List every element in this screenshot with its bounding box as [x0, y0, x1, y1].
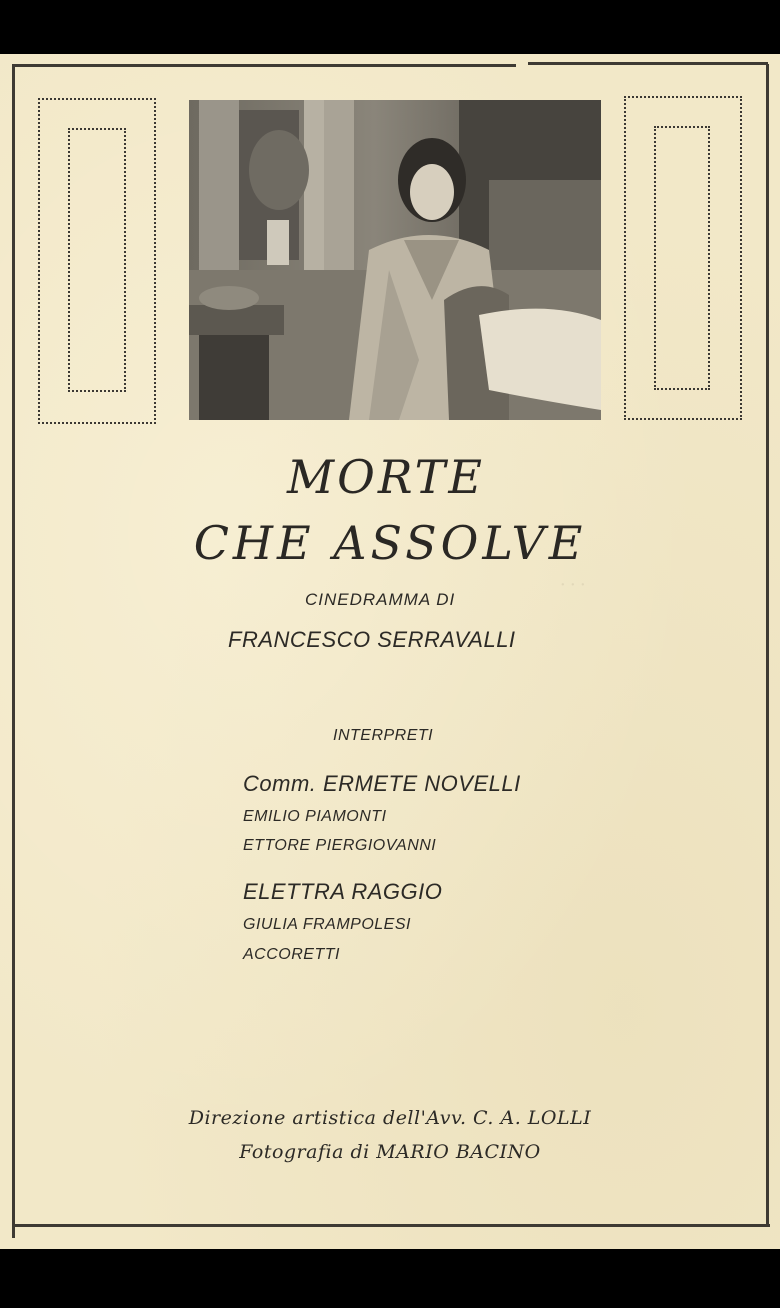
cast-member: EMILIO PIAMONTI	[243, 808, 387, 825]
frame-top-rule-right	[528, 62, 768, 65]
cast-member: ELETTRA RAGGIO	[243, 879, 443, 904]
film-title-line-1: MORTE	[287, 450, 485, 504]
frame-right-rule	[766, 64, 769, 1226]
bleed-through-text: · · ·	[560, 574, 585, 596]
cast-member: GIULIA FRAMPOLESI	[243, 916, 411, 933]
right-ornament-inner	[654, 126, 710, 390]
film-still-photo	[189, 100, 601, 420]
cast-heading: INTERPRETI	[333, 727, 434, 744]
frame-left-rule	[12, 66, 15, 1238]
film-title-line-2: CHE ASSOLVE	[193, 516, 587, 570]
frame-bottom-rule	[12, 1224, 770, 1227]
cast-member: ETTORE PIERGIOVANNI	[243, 837, 437, 854]
cast-member: ACCORETTI	[243, 946, 340, 963]
author-name: FRANCESCO SERRAVALLI	[228, 627, 516, 652]
genre-label: CINEDRAMMA DI	[305, 590, 456, 609]
frame-top-rule	[12, 64, 516, 67]
film-still-illustration	[189, 100, 601, 420]
photography-credit: Fotografia di MARIO BACINO	[239, 1141, 541, 1163]
left-ornament-inner	[68, 128, 126, 392]
direction-credit: Direzione artistica dell'Avv. C. A. LOLLI	[188, 1107, 592, 1129]
cast-member: Comm. ERMETE NOVELLI	[243, 771, 521, 796]
program-page	[0, 54, 780, 1249]
